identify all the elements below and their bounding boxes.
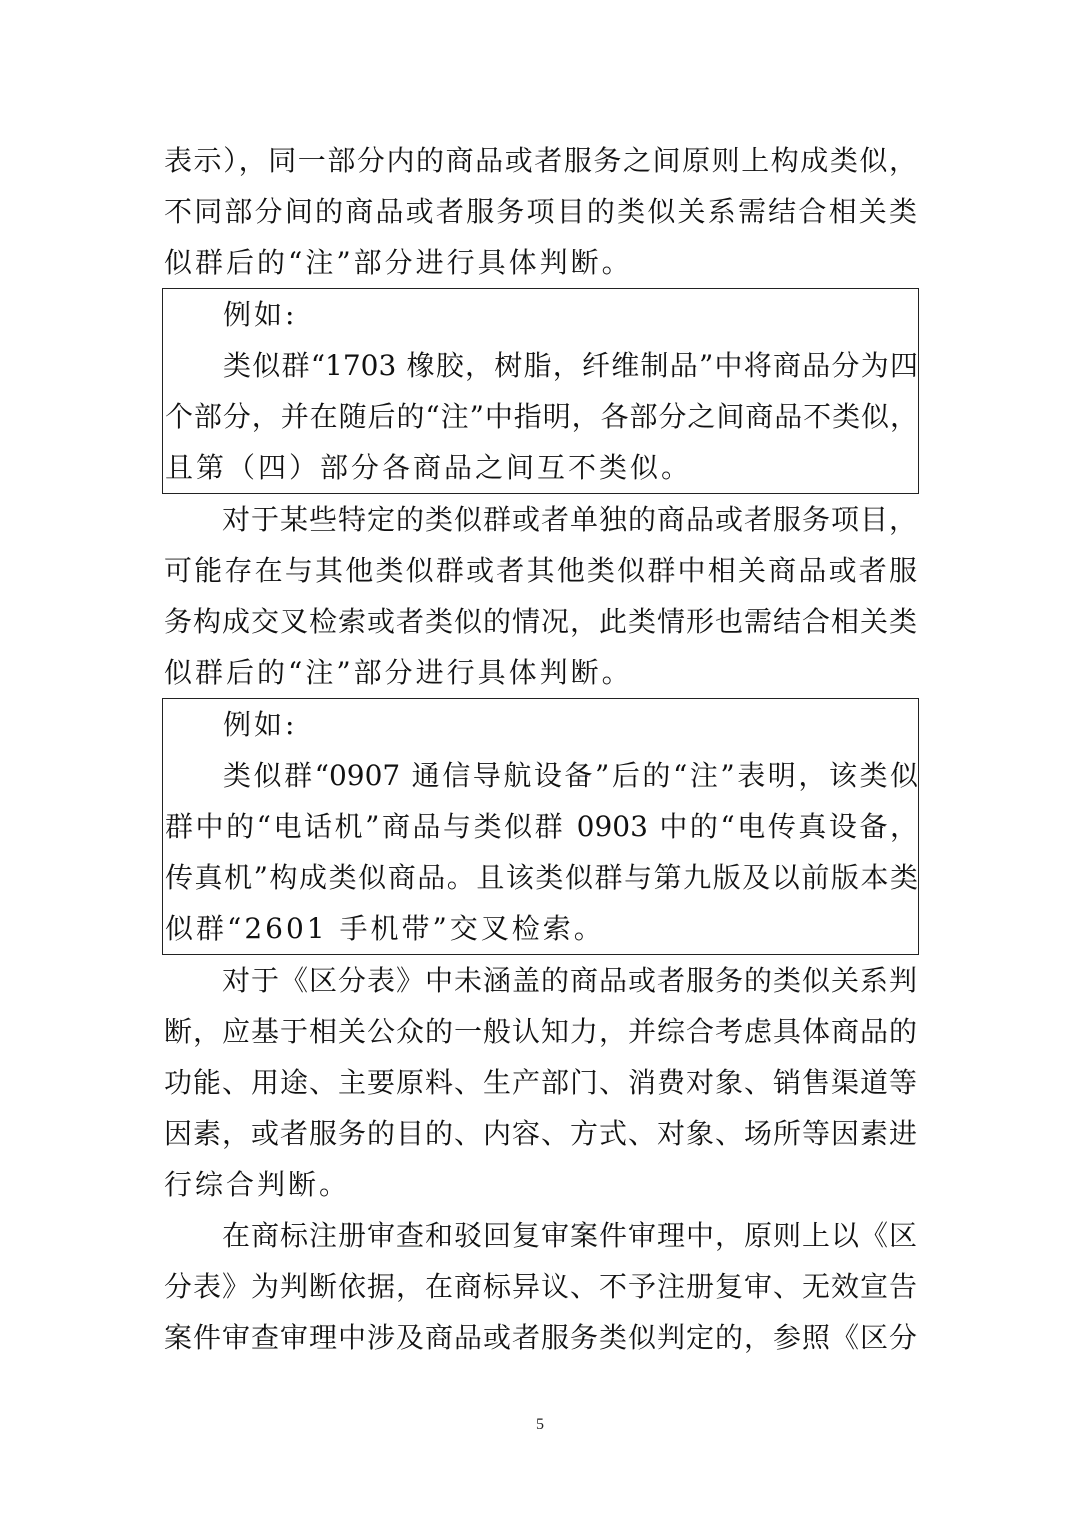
text-line: 类似群“1703 橡胶，树脂，纤维制品”中将商品分为四 [223,349,918,382]
example-label: 例如: [223,298,298,331]
text-line: 可能存在与其他类似群或者其他类似群中相关商品或者服 [164,554,917,587]
paragraph-similar-parts [164,135,917,288]
paragraph-review-basis [164,1210,917,1363]
text-line: 对于某些特定的类似群或者单独的商品或者服务项目， [222,503,917,536]
page-number: 5 [536,1416,544,1433]
text-line: 似群“2601 手机带”交叉检索。 [165,912,605,945]
text-line: 表示），同一部分内的商品或者服务之间原则上构成类似， [164,144,917,177]
text-line: 因素，或者服务的目的、内容、方式、对象、场所等因素进 [164,1117,917,1150]
text-line: 务构成交叉检索或者类似的情况，此类情形也需结合相关类 [164,605,917,638]
text-line: 似群后的“注”部分进行具体判断。 [164,656,633,689]
text-line: 对于《区分表》中未涵盖的商品或者服务的类似关系判 [222,964,917,997]
paragraph-uncovered-goods [164,955,917,1210]
example-label: 例如: [223,708,298,741]
text-line: 群中的“电话机”商品与类似群 0903 中的“电传真设备， [165,810,918,843]
text-line: 在商标注册审查和驳回复审案件审理中，原则上以《区 [222,1219,917,1252]
paragraph-cross-search [164,494,917,698]
example-box-0907 [162,698,919,955]
text-line: 传真机”构成类似商品。且该类似群与第九版及以前版本类 [165,861,918,894]
text-line: 案件审查审理中涉及商品或者服务类似判定的，参照《区分 [164,1321,917,1354]
text-line: 分表》为判断依据，在商标异议、不予注册复审、无效宣告 [164,1270,917,1303]
example-box-1703 [162,288,919,494]
text-line: 断，应基于相关公众的一般认知力，并综合考虑具体商品的 [164,1015,917,1048]
text-line: 且第（四）部分各商品之间互不类似。 [165,451,693,484]
document-body [164,135,917,1363]
text-line: 功能、用途、主要原料、生产部门、消费对象、销售渠道等 [164,1066,917,1099]
text-line: 似群后的“注”部分进行具体判断。 [164,246,633,279]
text-line: 个部分，并在随后的“注”中指明，各部分之间商品不类似， [165,400,918,433]
text-line: 类似群“0907 通信导航设备”后的“注”表明，该类似 [223,759,918,792]
text-line: 不同部分间的商品或者服务项目的类似关系需结合相关类 [164,195,917,228]
text-line: 行综合判断。 [164,1168,351,1201]
